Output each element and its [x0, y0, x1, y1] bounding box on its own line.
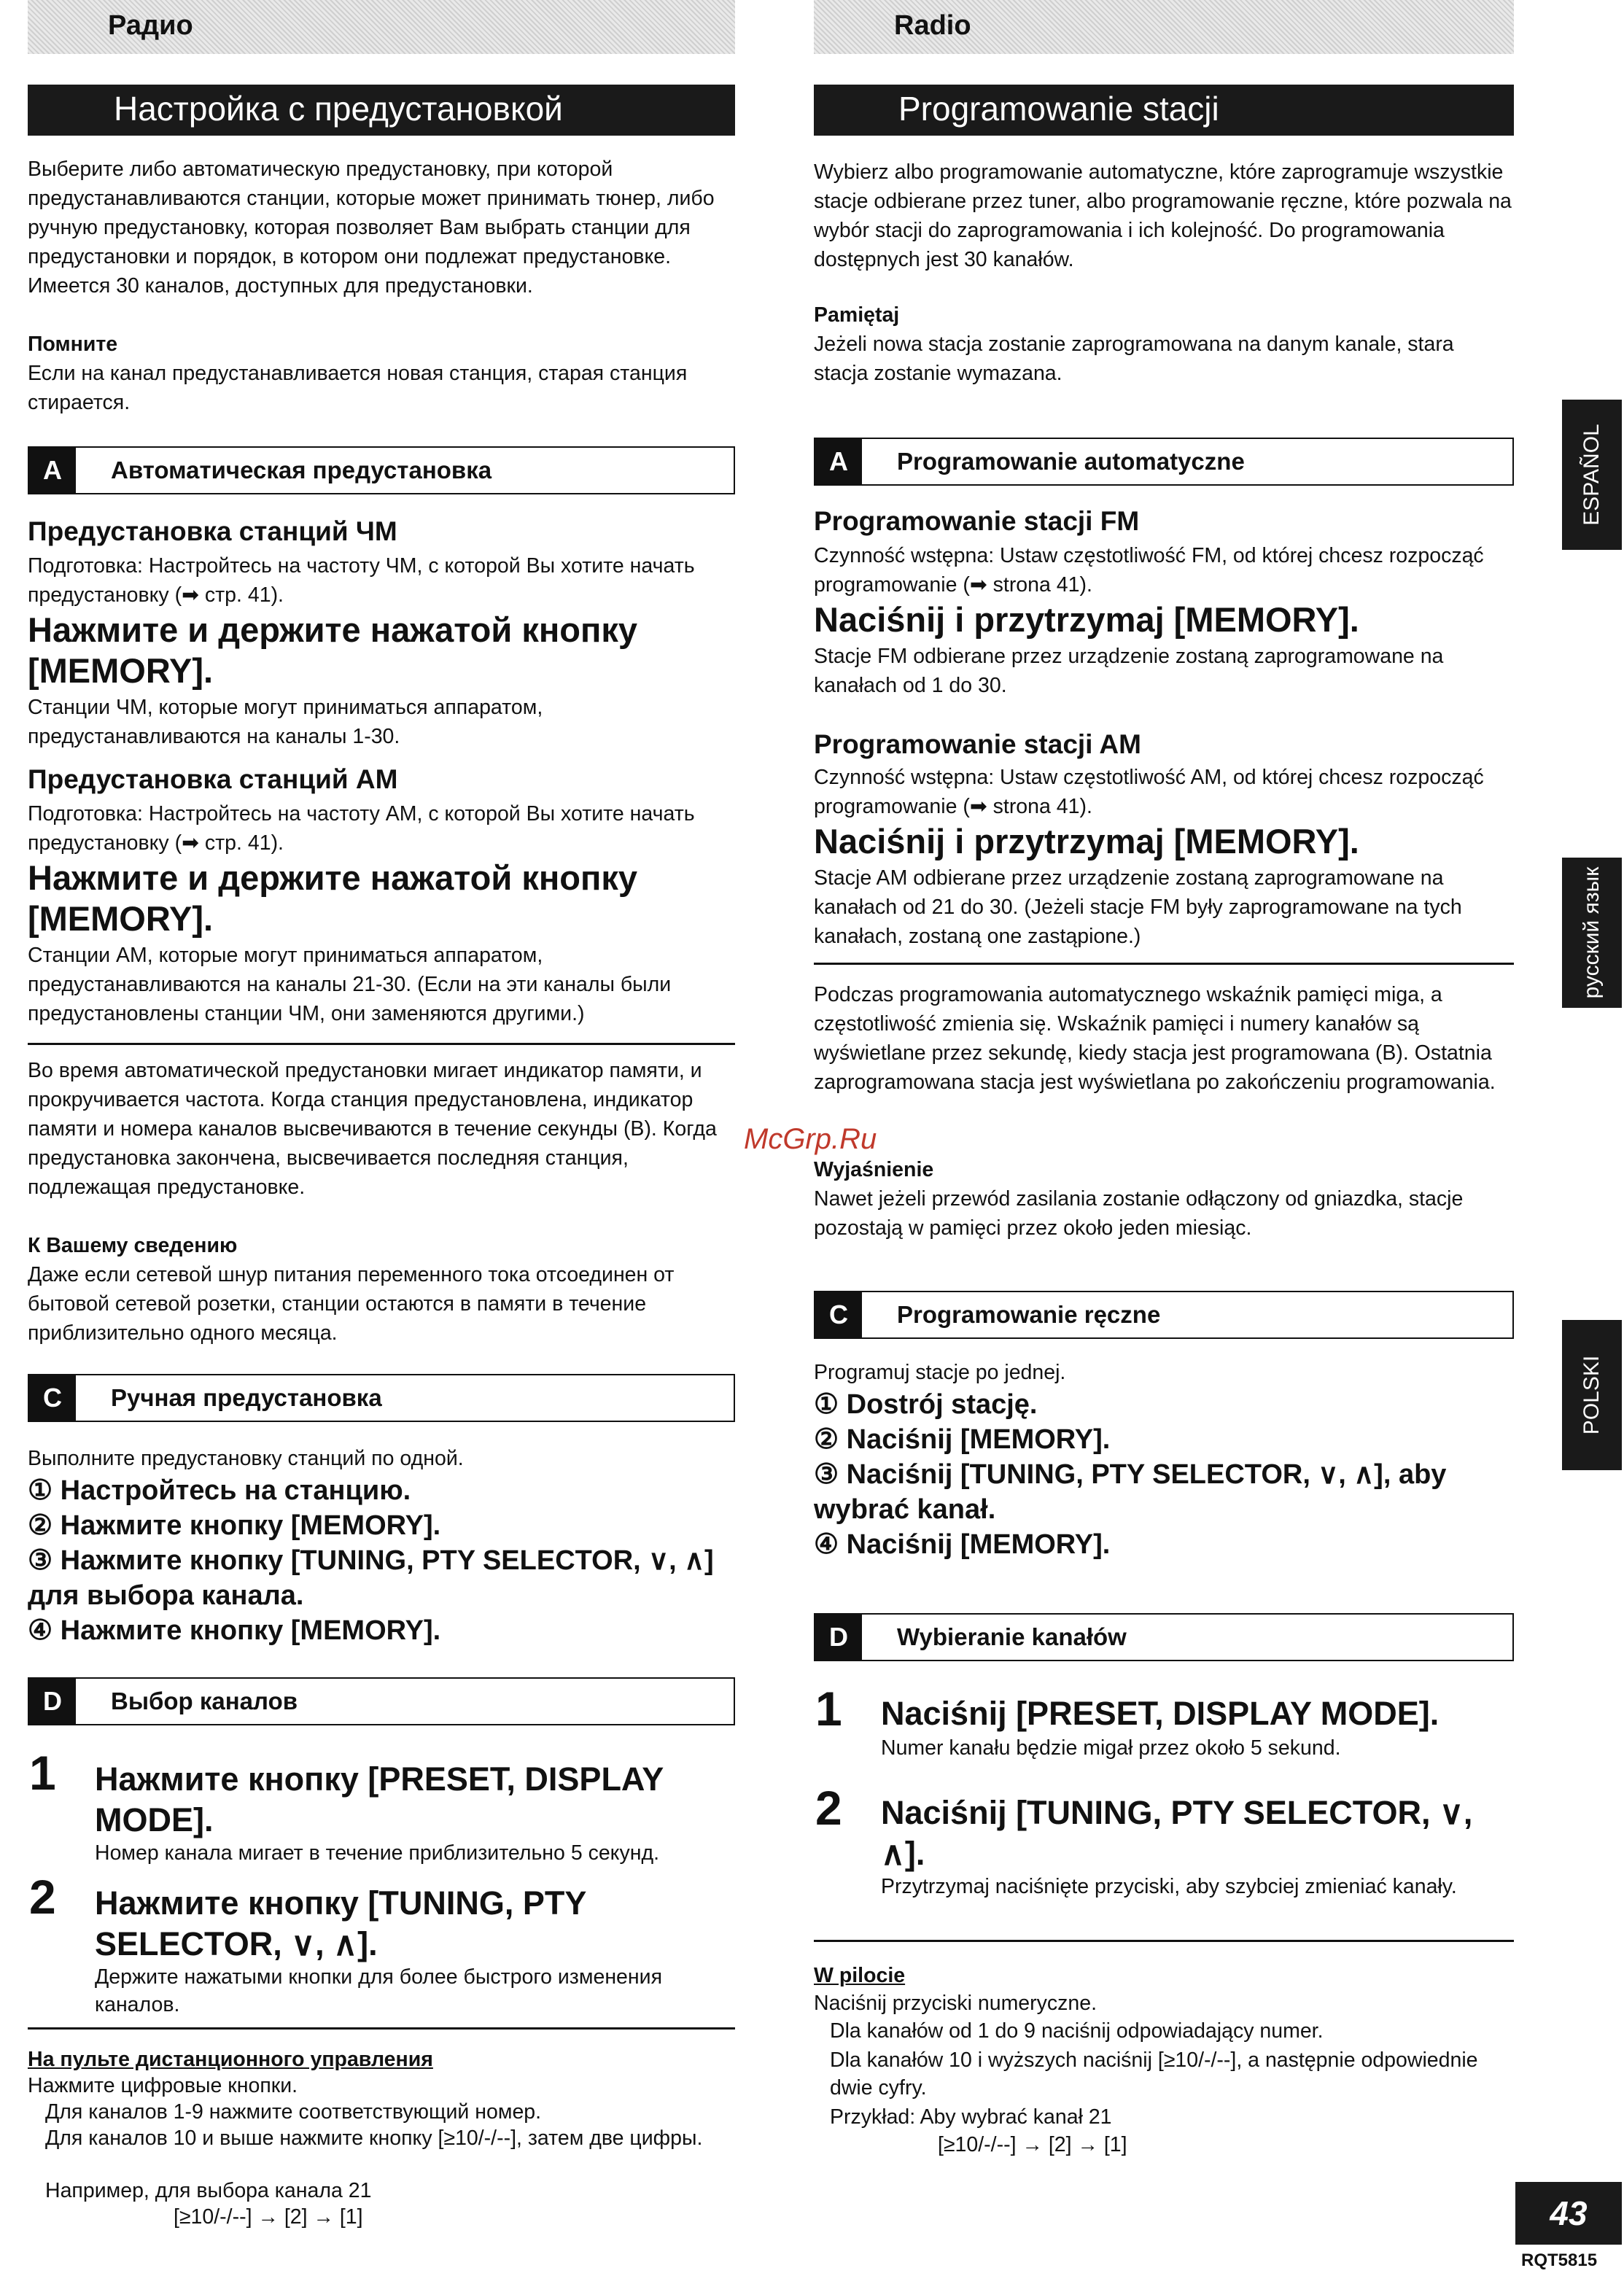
- remote-line: Przykład: Aby wybrać kanał 21: [830, 2105, 1112, 2129]
- remote-line: [≥10/-/--] → [2] → [1]: [938, 2133, 1127, 2156]
- remote-line: Dla kanałów od 1 do 9 naciśnij odpowiadający numer.: [830, 2019, 1324, 2043]
- section-title: Выбор каналов: [111, 1687, 298, 1714]
- remote-line: Для каналов 1-9 нажмите соответствующий номер.: [45, 2100, 542, 2124]
- remote-line: Нажмите цифровые кнопки.: [28, 2074, 298, 2097]
- info-label: К Вашему сведению: [28, 1234, 238, 1257]
- manual-step-1: ① Dostrój stację.: [814, 1389, 1038, 1420]
- section-c-header: [28, 1374, 735, 1422]
- info-text: Даже если сетевой шнур питания переменного тока отсоединен от бытовой сетевой розетки, станции остаются в памяти в течение приблизительно одного месяца.: [28, 1263, 675, 1345]
- fm-prep: Czynność wstępna: Ustaw częstotliwość FM, od której chcesz rozpocząć programowanie (➡ strona 41).: [814, 544, 1484, 597]
- language-tab-label: ESPAÑOL: [1580, 424, 1604, 526]
- am-prep: Подготовка: Настройтесь на частоту АМ, с которой Вы хотите начать предустановку (➡ стр. 41).: [28, 802, 695, 855]
- am-action: Нажмите и держите нажатой кнопку [MEMORY].: [28, 858, 638, 938]
- page-title-bar: [814, 85, 1514, 136]
- channel-step-2-note: Держите нажатыми кнопки для более быстрого изменения каналов.: [95, 1965, 663, 2016]
- fm-result: Stacje FM odbierane przez urządzenie zostaną zaprogramowane na kanałach od 1 do 30.: [814, 645, 1444, 697]
- section-letter: A: [815, 439, 862, 484]
- am-heading: Programowanie stacji AM: [814, 729, 1141, 759]
- divider: [28, 2027, 735, 2030]
- am-action: Naciśnij i przytrzymaj [MEMORY].: [814, 822, 1359, 861]
- section-letter: A: [29, 448, 76, 493]
- channel-step-1: Naciśnij [PRESET, DISPLAY MODE].: [881, 1695, 1440, 1732]
- section-header-bar: [814, 0, 1514, 54]
- channel-step-2-note: Przytrzymaj naciśnięte przyciski, aby szybciej zmieniać kanały.: [881, 1875, 1457, 1898]
- page-title: Настройка с предустановкой: [114, 90, 563, 128]
- page-title-bar: [28, 85, 735, 136]
- page-title: Programowanie stacji: [898, 90, 1219, 128]
- remember-label: Pamiętaj: [814, 303, 900, 327]
- remote-line: [≥10/-/--] → [2] → [1]: [174, 2205, 363, 2229]
- auto-note: Во время автоматической предустановки мигает индикатор памяти, и прокручивается частота. Когда станция предустановлена, индикатор памяти и номера каналов высвечиваются в течение секунды (B). Когда предустановка закончена, высвечивается последняя станция, подлежащая предустановке.: [28, 1059, 717, 1199]
- manual-step-2: ② Naciśnij [MEMORY].: [814, 1424, 1111, 1455]
- remember-label: Помните: [28, 333, 118, 356]
- manual-step-3: ③ Нажмите кнопку [TUNING, PTY SELECTOR, ∨, ∧] для выбора канала.: [28, 1545, 714, 1611]
- manual-intro: Programuj stacje po jednej.: [814, 1361, 1066, 1384]
- channel-step-1-note: Numer kanału będzie migał przez około 5 sekund.: [881, 1736, 1341, 1760]
- language-tab-label: POLSKI: [1580, 1355, 1604, 1435]
- section-title: Programowanie automatyczne: [897, 448, 1245, 475]
- channel-step-2: Нажмите кнопку [TUNING, PTY SELECTOR, ∨, ∧].: [95, 1884, 586, 1962]
- fm-action: Нажмите и держите нажатой кнопку [MEMORY].: [28, 610, 638, 690]
- manual-step-2: ② Нажмите кнопку [MEMORY].: [28, 1510, 441, 1541]
- section-a-header: [28, 446, 735, 494]
- language-tab-russian: [1562, 858, 1622, 1008]
- fm-heading: Programowanie stacji FM: [814, 506, 1140, 536]
- section-title: Ручная предустановка: [111, 1384, 382, 1411]
- manual-step-4: ④ Naciśnij [MEMORY].: [814, 1529, 1111, 1560]
- fm-prep: Подготовка: Настройтесь на частоту ЧМ, с которой Вы хотите начать предустановку (➡ стр. 41).: [28, 554, 695, 607]
- manual-step-3: ③ Naciśnij [TUNING, PTY SELECTOR, ∨, ∧], aby wybrać kanał.: [814, 1459, 1447, 1525]
- remote-line: Для каналов 10 и выше нажмите кнопку [≥10/-/--], затем две цифры.: [45, 2127, 703, 2150]
- channel-step-2: Naciśnij [TUNING, PTY SELECTOR, ∨, ∧].: [881, 1794, 1473, 1872]
- fm-heading: Предустановка станций ЧМ: [28, 516, 397, 546]
- page-number: 43: [1515, 2182, 1622, 2245]
- info-text: Nawet jeżeli przewód zasilania zostanie odłączony od gniazdka, stacje pozostają w pamięci przez około jeden miesiąc.: [814, 1187, 1464, 1240]
- info-label: Wyjaśnienie: [814, 1158, 934, 1181]
- divider: [814, 1940, 1514, 1942]
- language-tab-label: русский язык: [1580, 866, 1604, 999]
- step-number: 1: [29, 1746, 56, 1800]
- manual-intro: Выполните предустановку станций по одной.: [28, 1447, 464, 1470]
- am-prep: Czynność wstępna: Ustaw częstotliwość AM, od której chcesz rozpocząć programowanie (➡ strona 41).: [814, 766, 1484, 818]
- remote-label: W pilocie: [814, 1964, 906, 1987]
- section-letter: D: [29, 1679, 76, 1724]
- step-number: 1: [815, 1682, 842, 1736]
- remember-text: Jeżeli nowa stacja zostanie zaprogramowana na danym kanale, stara stacja zostanie wymazana.: [814, 333, 1454, 385]
- section-header-bar: [28, 0, 735, 54]
- language-tab-espanol: [1562, 400, 1622, 550]
- am-result: Stacje AM odbierane przez urządzenie zostaną zaprogramowane na kanałach od 21 do 30. (Jeżeli stacje FM były zaprogramowane na tych kanałach, zostaną one zastąpione.): [814, 866, 1462, 948]
- watermark: McGrp.Ru: [744, 1123, 877, 1155]
- section-c-header: [814, 1291, 1514, 1339]
- section-title: Автоматическая предустановка: [111, 457, 492, 483]
- intro-text: Выберите либо автоматическую предустановку, при которой предустанавливаются станции, которые может принимать тюнер, либо ручную предустановку, которая позволяет Вам выбрать станции для предустановки и порядок, в котором они подлежат предустановке. Имеется 30 каналов, доступных для предустановки.: [28, 158, 715, 298]
- step-number: 2: [815, 1781, 842, 1835]
- document-code: RQT5815: [1521, 2250, 1598, 2270]
- remote-line: Naciśnij przyciski numeryczne.: [814, 1992, 1097, 2015]
- fm-result: Станции ЧМ, которые могут приниматься аппаратом, предустанавливаются на каналы 1-30.: [28, 696, 543, 748]
- intro-text: Wybierz albo programowanie automatyczne, które zaprogramuje wszystkie stacje odbierane przez tuner, albo programowanie ręczne, które pozwala na wybór stacji do zaprogramowania i ich kolejność. Do programowania dostępnych jest 30 kanałów.: [814, 160, 1512, 271]
- remote-line: Dla kanałów 10 i wyższych naciśnij [≥10/-/--], a następnie odpowiednie dwie cyfry.: [830, 2048, 1478, 2100]
- section-title: Programowanie ręczne: [897, 1301, 1161, 1328]
- channel-step-1: Нажмите кнопку [PRESET, DISPLAY MODE].: [95, 1760, 664, 1838]
- manual-step-4: ④ Нажмите кнопку [MEMORY].: [28, 1615, 441, 1646]
- section-header: Radio: [894, 10, 971, 41]
- section-letter: C: [29, 1375, 76, 1421]
- section-header: Радио: [108, 10, 193, 41]
- section-d-header: [28, 1677, 735, 1725]
- channel-step-1-note: Номер канала мигает в течение приблизительно 5 секунд.: [95, 1841, 660, 1865]
- manual-step-1: ① Настройтесь на станцию.: [28, 1475, 411, 1506]
- section-a-header: [814, 438, 1514, 486]
- section-letter: D: [815, 1615, 862, 1660]
- am-result: Станции АМ, которые могут приниматься аппаратом, предустанавливаются на каналы 21-30. (Если на эти каналы были предустановлены станции ЧМ, они заменяются другими.): [28, 944, 672, 1025]
- language-tab-polish: [1562, 1320, 1622, 1470]
- remote-label: На пульте дистанционного управления: [28, 2048, 433, 2071]
- remember-text: Если на канал предустанавливается новая станция, старая станция стирается.: [28, 362, 688, 414]
- remote-line: Например, для выбора канала 21: [45, 2179, 372, 2202]
- step-number: 2: [29, 1870, 56, 1924]
- auto-note: Podczas programowania automatycznego wskaźnik pamięci miga, a częstotliwość zmienia się. Wskaźnik pamięci i numery kanałów są wyświetlane przez sekundę, kiedy stacja jest programowana (B). Ostatnia zaprogramowana stacja jest wyświetlana po zakończeniu programowania.: [814, 983, 1496, 1094]
- section-title: Wybieranie kanałów: [897, 1623, 1127, 1650]
- section-letter: C: [815, 1292, 862, 1337]
- divider: [28, 1043, 735, 1045]
- fm-action: Naciśnij i przytrzymaj [MEMORY].: [814, 600, 1359, 639]
- section-d-header: [814, 1613, 1514, 1661]
- divider: [814, 963, 1514, 965]
- am-heading: Предустановка станций АМ: [28, 764, 398, 794]
